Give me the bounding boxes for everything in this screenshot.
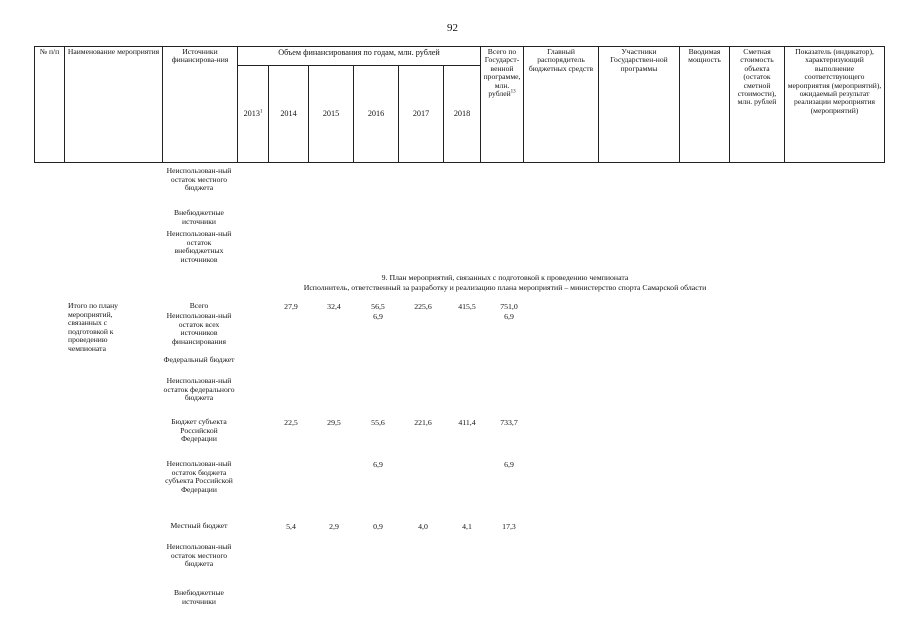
cell-value: 6,9 xyxy=(373,460,383,469)
row-source: Всего xyxy=(189,301,209,310)
cell-value: 22,5 xyxy=(284,418,298,427)
carryover-source: Внебюджетные источники xyxy=(174,208,224,226)
cell-value: 29,5 xyxy=(327,418,341,427)
cell-value: 6,9 xyxy=(504,460,514,469)
header-year-2018: 2018 xyxy=(444,66,481,163)
header-year-2016: 2016 xyxy=(354,66,399,163)
item-name: Итого по плану мероприятий, связанных с подготовкой к проведению чемпионата xyxy=(68,301,118,353)
header-source: Источники финансирова-ния xyxy=(163,47,238,163)
cell-value: 415,5 xyxy=(458,302,476,311)
row-source: Неиспользован-ный остаток федерального бюджета xyxy=(163,376,235,402)
header-year-2014: 2014 xyxy=(269,66,309,163)
header-year-2017: 2017 xyxy=(399,66,444,163)
cell-value: 56,5 xyxy=(371,302,385,311)
header-estimated-cost: Сметная стоимость объекта (остаток сметной стоимости), млн. рублей xyxy=(730,47,785,163)
header-capacity: Вводимая мощность xyxy=(680,47,730,163)
cell-value: 411,4 xyxy=(458,418,476,427)
cell-value: 5,4 xyxy=(286,522,296,531)
cell-value: 17,3 xyxy=(502,522,516,531)
header-num: № п/п xyxy=(35,47,65,163)
row-source: Неиспользован-ный остаток бюджета субъекта Российской Федерации xyxy=(165,459,233,494)
row-source: Бюджет субъекта Российской Федерации xyxy=(171,417,227,443)
header-year-2015: 2015 xyxy=(309,66,354,163)
cell-value: 4,0 xyxy=(418,522,428,531)
carryover-source: Неиспользован-ный остаток внебюджетных источников xyxy=(166,229,232,264)
cell-value: 751,0 xyxy=(500,302,518,311)
cell-value: 4,1 xyxy=(462,522,472,531)
header-financing: Объем финансирования по годам, млн. рублей xyxy=(238,47,481,66)
cell-value: 221,6 xyxy=(414,418,432,427)
carryover-source: Неиспользован-ный остаток местного бюджета xyxy=(166,166,232,192)
header-participants: Участники Государствен-ной программы xyxy=(599,47,680,163)
page-number: 92 xyxy=(447,22,458,34)
cell-value: 225,6 xyxy=(414,302,432,311)
row-source: Неиспользован-ный остаток всех источников финансирования xyxy=(166,311,232,346)
row-source: Внебюджетные источники xyxy=(174,588,224,606)
cell-value: 32,4 xyxy=(327,302,341,311)
table-header xyxy=(34,46,885,163)
cell-value: 55,6 xyxy=(371,418,385,427)
row-source: Федеральный бюджет xyxy=(163,355,235,364)
section-title: 9. План мероприятий, связанных с подготовкой к проведению чемпионата xyxy=(381,273,629,282)
cell-value: 2,9 xyxy=(329,522,339,531)
section-executor: Исполнитель, ответственный за разработку и реализацию плана мероприятий – министерство спорта Самарской области xyxy=(303,283,707,292)
cell-value: 6,9 xyxy=(373,312,383,321)
header-indicator: Показатель (индикатор), характеризующий выполнение соответствующего мероприятия (мероприятий), ожидаемый результат реализации мероприятия (мероприятий) xyxy=(785,47,885,163)
cell-value: 733,7 xyxy=(500,418,518,427)
header-name: Наименование мероприятия xyxy=(65,47,163,163)
cell-value: 6,9 xyxy=(504,312,514,321)
header-main-manager: Главный распорядитель бюджетных средств xyxy=(524,47,599,163)
row-source: Местный бюджет xyxy=(170,521,228,530)
header-total: Всего по Государст-венной программе, млн. рублей$^{13}$ xyxy=(481,47,524,163)
cell-value: 27,9 xyxy=(284,302,298,311)
header-year-2013: 2013$^1$ xyxy=(238,66,269,163)
cell-value: 0,9 xyxy=(373,522,383,531)
row-source: Неиспользован-ный остаток местного бюджета xyxy=(166,542,232,568)
